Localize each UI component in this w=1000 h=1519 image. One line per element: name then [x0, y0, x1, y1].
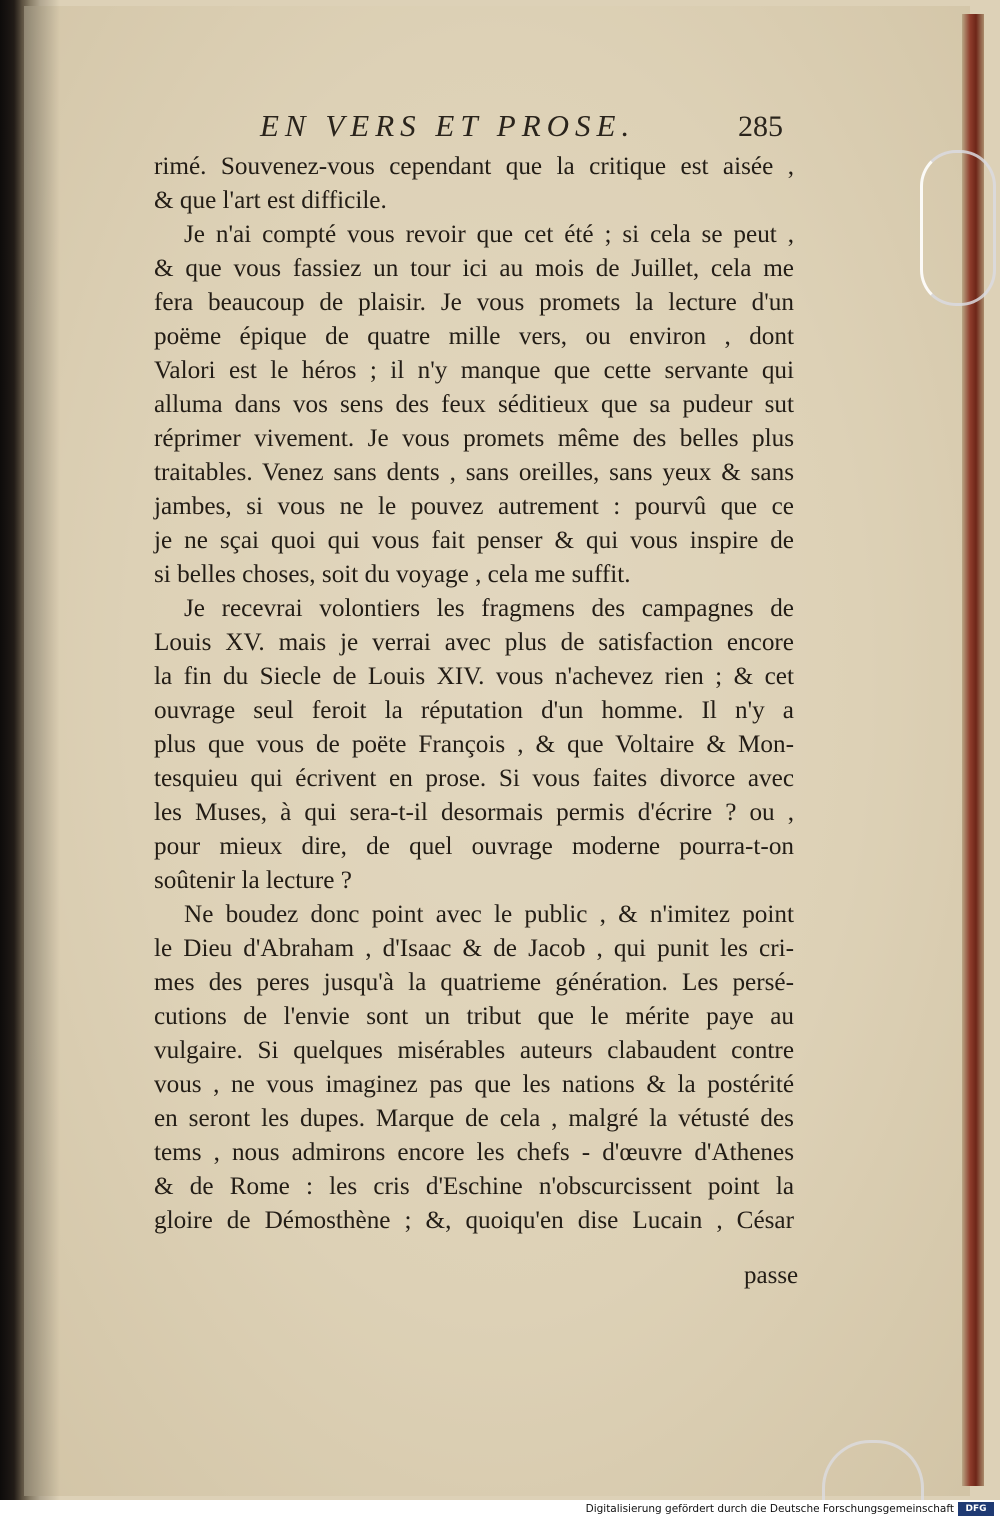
text-line: fera beaucoup de plaisir. Je vous promets la lecture d'un — [154, 289, 794, 316]
catchword: passe — [744, 1262, 799, 1289]
text-line: Je recevrai volontiers les fragmens des campagnes de — [184, 595, 794, 622]
text-line: ouvrage seul feroit la réputation d'un homme. Il n'y a — [154, 697, 794, 724]
text-line: cutions de l'envie sont un tribut que le mérite paye au — [154, 1003, 794, 1030]
text-line: Ne boudez donc point avec le public , & n'imitez point — [184, 901, 794, 928]
text-line: la fin du Siecle de Louis XIV. vous n'achevez rien ; & cet — [154, 663, 794, 690]
text-line: & de Rome : les cris d'Eschine n'obscurcissent point la — [154, 1173, 794, 1200]
text-line: en seront les dupes. Marque de cela , malgré la vétusté des — [154, 1105, 794, 1132]
text-line: mes des peres jusqu'à la quatrieme génération. Les persé- — [154, 969, 794, 996]
dfg-logo: DFG — [958, 1502, 994, 1516]
running-head: EN VERS ET PROSE. — [260, 108, 636, 143]
page-number: 285 — [738, 110, 783, 143]
text-line: Louis XV. mais je verrai avec plus de satisfaction encore — [154, 629, 794, 656]
text-line: soûtenir la lecture ? — [154, 867, 352, 894]
text-line: si belles choses, soit du voyage , cela me suffit. — [154, 561, 631, 588]
text-line: rimé. Souvenez-vous cependant que la critique est aisée , — [154, 153, 794, 180]
text-line: Je n'ai compté vous revoir que cet été ; si cela se peut , — [184, 221, 794, 248]
text-line: & que l'art est difficile. — [154, 187, 387, 214]
text-line: poëme épique de quatre mille vers, ou environ , dont — [154, 323, 794, 350]
text-line: jambes, si vous ne le pouvez autrement : pourvû que ce — [154, 493, 794, 520]
body-text — [154, 150, 794, 1238]
text-line: tems , nous admirons encore les chefs - d'œuvre d'Athenes — [154, 1139, 794, 1166]
text-line: vous , ne vous imaginez pas que les nations & la postérité — [154, 1071, 794, 1098]
text-line: réprimer vivement. Je vous promets même des belles plus — [154, 425, 794, 452]
text-line: les Muses, à qui sera-t-il desormais permis d'écrire ? ou , — [154, 799, 794, 826]
text-line: vulgaire. Si quelques misérables auteurs clabaudent contre — [154, 1037, 794, 1064]
text-line: tesquieu qui écrivent en prose. Si vous faites divorce avec — [154, 765, 794, 792]
text-line: traitables. Venez sans dents , sans oreilles, sans yeux & sans — [154, 459, 794, 486]
text-line: & que vous fassiez un tour ici au mois de Juillet, cela me — [154, 255, 794, 282]
footer-credit: Digitalisierung gefördert durch die Deutsche Forschungsgemeinschaft — [585, 1503, 954, 1515]
page-clip-top — [920, 150, 996, 306]
footer-bar — [0, 1500, 1000, 1519]
text-line: plus que vous de poëte François , & que Voltaire & Mon- — [154, 731, 794, 758]
text-line: Valori est le héros ; il n'y manque que cette servante qui — [154, 357, 794, 384]
text-line: gloire de Démosthène ; &, quoiqu'en dise Lucain , César — [154, 1207, 794, 1234]
text-line: alluma dans vos sens des feux séditieux que sa pudeur sut — [154, 391, 794, 418]
text-line: le Dieu d'Abraham , d'Isaac & de Jacob , qui punit les cri- — [154, 935, 794, 962]
text-line: pour mieux dire, de quel ouvrage moderne pourra-t-on — [154, 833, 794, 860]
text-line: je ne sçai quoi qui vous fait penser & qui vous inspire de — [154, 527, 794, 554]
